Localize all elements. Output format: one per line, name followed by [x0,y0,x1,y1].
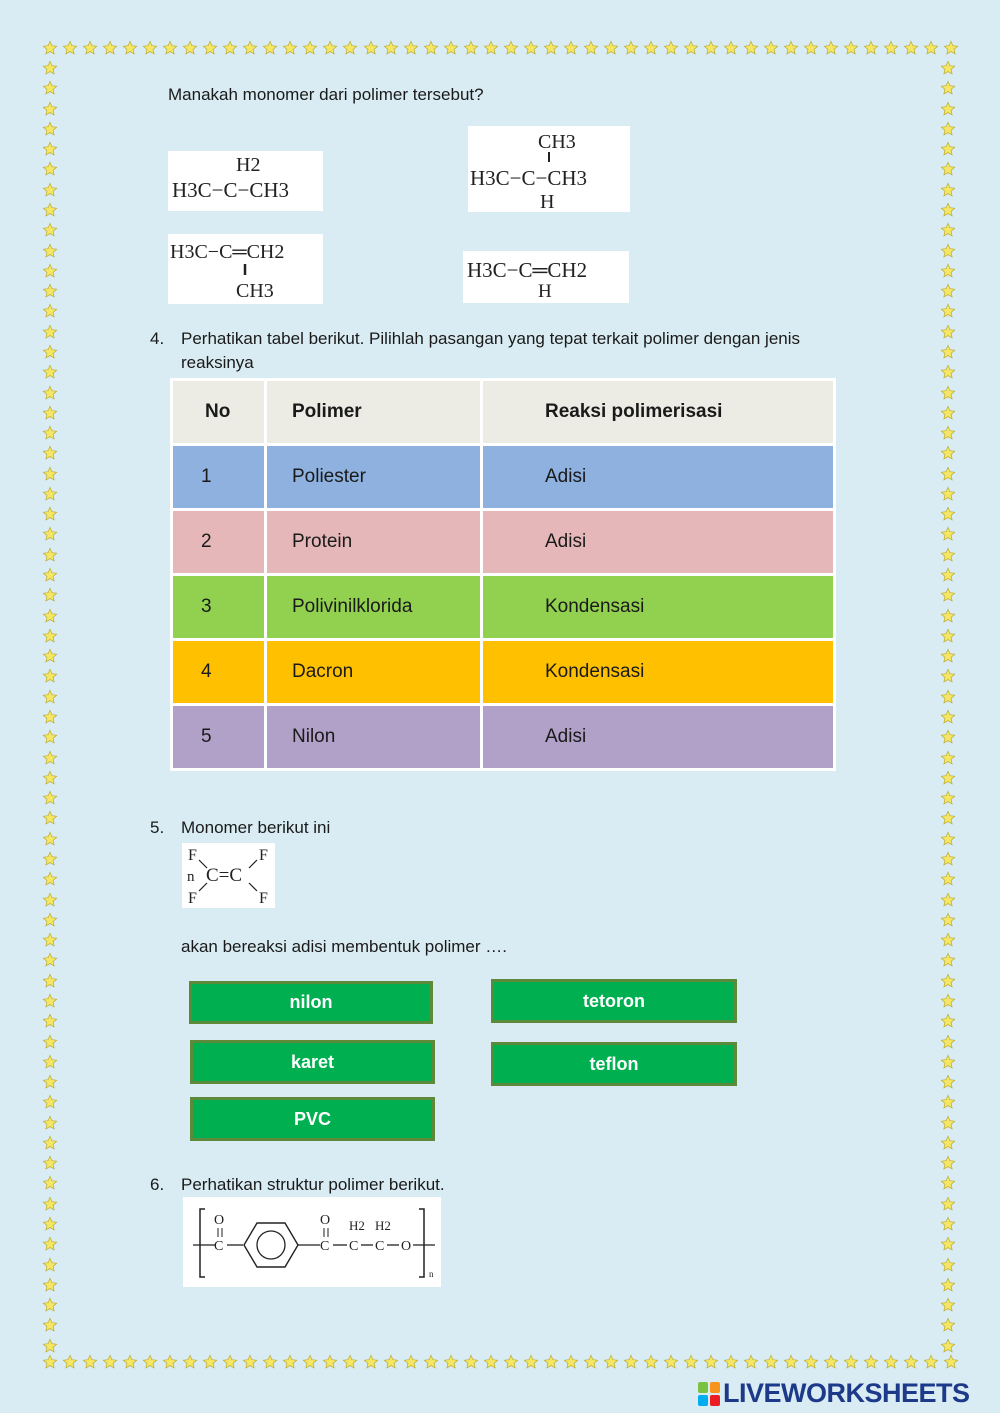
table-header-row [173,381,833,443]
star-icon [483,1354,499,1370]
star-icon [863,1354,879,1370]
star-icon [42,1338,58,1354]
star-icon [903,1354,919,1370]
star-icon [940,952,956,968]
star-icon [743,1354,759,1370]
star-icon [783,40,799,56]
star-icon [683,1354,699,1370]
star-icon [823,1354,839,1370]
star-icon [940,1115,956,1131]
star-icon [940,1338,956,1354]
star-icon [940,141,956,157]
star-icon [42,141,58,157]
star-icon [883,40,899,56]
star-icon [643,1354,659,1370]
star-icon [940,243,956,259]
chem-text: O [401,1239,412,1254]
header-no: No [173,381,264,443]
star-icon [403,40,419,56]
star-icon [242,40,258,56]
chem-text: H [540,191,555,212]
chem-text: H2 [236,154,261,176]
star-icon [42,40,58,56]
star-icon [463,40,479,56]
star-icon [42,1236,58,1252]
star-icon [42,648,58,664]
star-icon [222,1354,238,1370]
star-icon [683,40,699,56]
table-row [173,706,833,768]
star-icon [42,1013,58,1029]
star-icon [42,182,58,198]
star-icon [940,344,956,360]
star-icon [940,1297,956,1313]
star-icon [162,1354,178,1370]
star-icon [583,40,599,56]
star-icon [42,932,58,948]
star-icon [940,466,956,482]
star-icon [503,40,519,56]
star-icon [122,1354,138,1370]
star-icon [42,385,58,401]
cell-no: 2 [173,511,264,573]
cell-reaksi: Adisi [483,446,833,508]
star-icon [663,40,679,56]
star-icon [82,1354,98,1370]
star-icon [940,182,956,198]
star-icon [883,1354,899,1370]
star-icon [623,40,639,56]
star-icon [42,1317,58,1333]
option-karet-button[interactable]: karet [190,1040,435,1084]
cell-polimer: Dacron [267,641,480,703]
star-icon [282,40,298,56]
cell-polimer: Protein [267,511,480,573]
star-icon [42,689,58,705]
star-icon [940,283,956,299]
star-icon [703,1354,719,1370]
polymer-table [170,378,836,771]
star-icon [663,1354,679,1370]
star-icon [940,567,956,583]
star-icon [42,405,58,421]
star-icon [42,790,58,806]
star-icon [42,810,58,826]
star-icon [363,40,379,56]
tetrafluoroethylene-structure [182,843,275,908]
star-icon [42,1297,58,1313]
polyester-structure [183,1197,441,1287]
star-icon [940,121,956,137]
table-row [173,576,833,638]
star-icon [42,567,58,583]
star-icon [62,1354,78,1370]
chem-text: CH3 [538,131,576,153]
chem-text: H3C−C═CH2 [467,258,588,282]
star-icon [42,283,58,299]
star-icon [940,587,956,603]
star-icon [142,1354,158,1370]
cell-reaksi: Adisi [483,706,833,768]
star-icon [102,1354,118,1370]
star-icon [523,1354,539,1370]
star-icon [42,871,58,887]
star-icon [42,222,58,238]
star-icon [563,40,579,56]
chem-text: H3C−C═CH2 [170,241,285,263]
chem-text: C [375,1239,385,1254]
star-icon [42,1115,58,1131]
star-icon [42,202,58,218]
star-icon [42,1034,58,1050]
star-icon [42,303,58,319]
chem-text: H2 [349,1218,365,1233]
star-icon [940,1216,956,1232]
star-icon [940,790,956,806]
star-icon [42,1094,58,1110]
star-icon [42,344,58,360]
question-4-number: 4. [150,329,165,348]
chem-text: n [429,1269,434,1279]
star-icon [202,1354,218,1370]
star-icon [763,40,779,56]
chem-text: O [214,1213,225,1228]
liveworksheets-logo-icon [698,1382,720,1406]
monomer-option-isobutylene[interactable] [168,234,323,304]
chem-text: F [188,847,197,864]
star-icon [940,993,956,1009]
star-icon [863,40,879,56]
cell-polimer: Nilon [267,706,480,768]
star-icon [940,263,956,279]
table-row [173,641,833,703]
star-icon [940,1094,956,1110]
chem-text: CH3 [236,280,274,302]
star-icon [940,831,956,847]
star-icon [940,892,956,908]
header-reaksi: Reaksi polimerisasi [483,381,833,443]
star-icon [443,40,459,56]
star-icon [940,912,956,928]
cell-no: 5 [173,706,264,768]
star-icon [940,750,956,766]
star-icon [843,1354,859,1370]
star-icon [302,40,318,56]
star-icon [940,810,956,826]
liveworksheets-wordmark: LIVEWORKSHEETS [723,1378,970,1408]
monomer-option-propene[interactable] [463,251,629,303]
star-icon [42,668,58,684]
star-icon [182,40,198,56]
star-icon [483,40,499,56]
star-icon [42,243,58,259]
star-icon [503,1354,519,1370]
star-icon [42,1277,58,1293]
star-icon [923,40,939,56]
star-icon [322,40,338,56]
star-icon [940,1236,956,1252]
star-icon [403,1354,419,1370]
cell-reaksi: Adisi [483,511,833,573]
cell-polimer: Poliester [267,446,480,508]
star-icon [940,689,956,705]
star-border-top [42,40,960,58]
star-icon [603,40,619,56]
star-icon [923,1354,939,1370]
star-icon [943,40,959,56]
chem-text: F [188,890,197,907]
star-icon [463,1354,479,1370]
star-icon [142,40,158,56]
question-5-prompt: Monomer berikut ini [181,818,331,837]
star-icon [42,547,58,563]
star-icon [783,1354,799,1370]
star-icon [623,1354,639,1370]
star-icon [940,385,956,401]
star-icon [42,526,58,542]
question-6-number: 6. [150,1175,165,1194]
star-icon [383,1354,399,1370]
star-border-right [940,60,958,1354]
star-icon [563,1354,579,1370]
monomer-option-isobutane[interactable] [468,126,630,212]
star-icon [603,1354,619,1370]
star-icon [282,1354,298,1370]
star-icon [940,1013,956,1029]
star-icon [302,1354,318,1370]
chem-text: H3C−C−CH3 [470,166,588,190]
question-6-prompt: Perhatikan struktur polimer berikut. [181,1175,445,1194]
star-icon [42,121,58,137]
star-icon [222,40,238,56]
star-icon [940,1317,956,1333]
star-icon [42,851,58,867]
table-row [173,511,833,573]
cell-no: 3 [173,576,264,638]
star-icon [940,851,956,867]
chem-text: C=C [206,865,243,886]
star-icon [940,425,956,441]
chem-text: C [349,1239,359,1254]
question-5-followup: akan bereaksi adisi membentuk polimer …. [181,937,507,956]
cell-reaksi: Kondensasi [483,576,833,638]
question-5-number: 5. [150,818,165,837]
star-icon [42,161,58,177]
star-icon [42,1135,58,1151]
star-icon [342,1354,358,1370]
star-icon [723,40,739,56]
star-icon [940,648,956,664]
star-icon [42,1074,58,1090]
star-icon [543,1354,559,1370]
chem-text: C [320,1239,330,1254]
star-icon [162,40,178,56]
star-icon [262,40,278,56]
cell-polimer: Polivinilklorida [267,576,480,638]
star-icon [940,668,956,684]
star-icon [940,445,956,461]
star-icon [42,425,58,441]
star-icon [42,1354,58,1370]
star-icon [940,324,956,340]
star-icon [763,1354,779,1370]
cell-no: 1 [173,446,264,508]
star-icon [42,608,58,624]
star-icon [42,466,58,482]
star-icon [940,161,956,177]
star-icon [42,60,58,76]
star-icon [342,40,358,56]
star-icon [42,709,58,725]
star-icon [940,1277,956,1293]
star-icon [940,405,956,421]
star-icon [42,587,58,603]
star-icon [940,1074,956,1090]
cell-reaksi: Kondensasi [483,641,833,703]
option-teflon-button[interactable]: teflon [491,1042,737,1086]
star-icon [940,547,956,563]
star-icon [42,1155,58,1171]
star-icon [940,101,956,117]
star-icon [723,1354,739,1370]
star-icon [903,40,919,56]
star-icon [42,1196,58,1212]
table-row [173,446,833,508]
star-icon [42,324,58,340]
star-icon [940,1034,956,1050]
star-icon [843,40,859,56]
star-icon [803,1354,819,1370]
star-icon [940,1135,956,1151]
star-icon [42,750,58,766]
star-icon [940,932,956,948]
star-icon [703,40,719,56]
star-icon [62,40,78,56]
star-icon [42,1257,58,1273]
star-icon [42,1054,58,1070]
chem-text: F [259,890,268,907]
chem-text: F [259,847,268,864]
star-icon [42,364,58,380]
star-icon [523,40,539,56]
star-icon [940,80,956,96]
star-icon [42,729,58,745]
star-icon [42,831,58,847]
option-tetoron-button[interactable]: tetoron [491,979,737,1023]
star-icon [42,912,58,928]
chem-text: H [538,281,552,302]
question-4-prompt: Perhatikan tabel berikut. Pilihlah pasangan yang tepat terkait polimer dengan jenis reaksinya [181,329,801,372]
star-icon [940,506,956,522]
star-icon [42,1175,58,1191]
star-icon [940,1196,956,1212]
star-icon [940,709,956,725]
star-icon [940,729,956,745]
star-icon [42,486,58,502]
option-nilon-button[interactable]: nilon [189,981,433,1024]
star-icon [940,608,956,624]
star-icon [42,263,58,279]
chem-text: H2 [375,1218,391,1233]
star-icon [42,101,58,117]
star-icon [943,1354,959,1370]
star-icon [42,506,58,522]
star-icon [940,526,956,542]
star-icon [940,770,956,786]
question-3-prompt: Manakah monomer dari polimer tersebut? [168,85,484,104]
star-icon [940,364,956,380]
star-icon [42,973,58,989]
star-icon [583,1354,599,1370]
chem-text: O [320,1213,331,1228]
star-icon [940,303,956,319]
star-icon [940,871,956,887]
star-icon [42,80,58,96]
star-icon [322,1354,338,1370]
star-icon [42,445,58,461]
chem-text: n [187,869,195,885]
chem-text: C [214,1239,224,1254]
star-icon [940,1054,956,1070]
star-icon [423,40,439,56]
star-icon [823,40,839,56]
star-border-left [42,60,60,1354]
star-icon [82,40,98,56]
star-icon [42,628,58,644]
star-icon [122,40,138,56]
star-icon [643,40,659,56]
star-icon [383,40,399,56]
star-icon [423,1354,439,1370]
star-icon [940,1257,956,1273]
star-icon [743,40,759,56]
star-icon [102,40,118,56]
option-pvc-button[interactable]: PVC [190,1097,435,1141]
star-icon [940,486,956,502]
star-icon [42,993,58,1009]
star-icon [940,1175,956,1191]
star-icon [42,892,58,908]
star-icon [940,222,956,238]
star-icon [262,1354,278,1370]
star-icon [42,952,58,968]
header-polimer: Polimer [267,381,480,443]
liveworksheets-logo[interactable] [698,1378,970,1409]
star-icon [42,1216,58,1232]
cell-no: 4 [173,641,264,703]
star-icon [940,973,956,989]
star-icon [202,40,218,56]
star-icon [940,60,956,76]
star-icon [543,40,559,56]
star-border-bottom [42,1354,960,1372]
chem-text: H3C−C−CH3 [172,178,290,202]
star-icon [363,1354,379,1370]
star-icon [940,628,956,644]
star-icon [940,202,956,218]
star-icon [242,1354,258,1370]
monomer-option-propane[interactable] [168,151,323,211]
star-icon [803,40,819,56]
star-icon [182,1354,198,1370]
star-icon [443,1354,459,1370]
star-icon [42,770,58,786]
star-icon [940,1155,956,1171]
